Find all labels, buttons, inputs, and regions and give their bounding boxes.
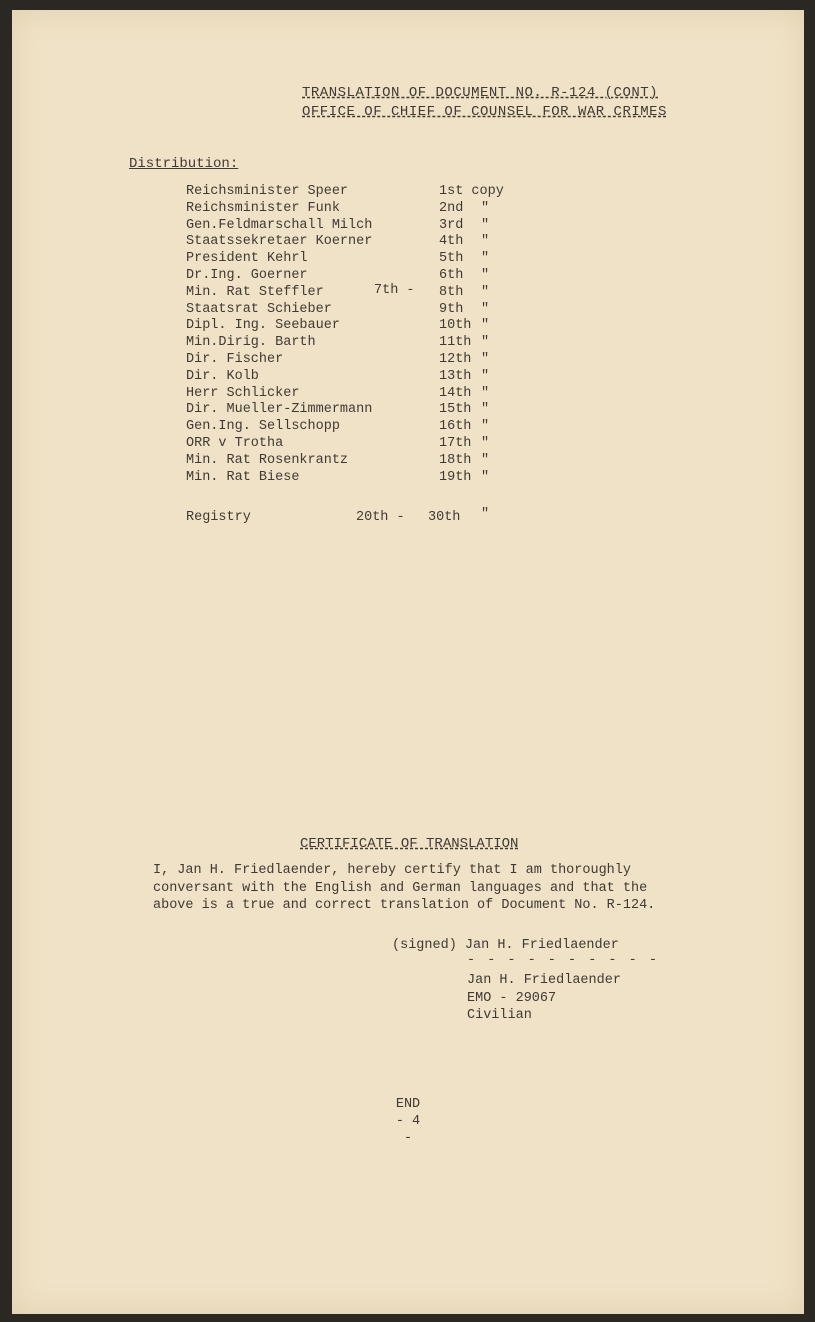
- ditto-mark: ": [481, 435, 490, 451]
- recipient-name: Min. Rat Rosenkrantz: [186, 452, 349, 468]
- document-page: [12, 10, 804, 1314]
- recipient-name: Min. Rat Biese: [186, 469, 300, 485]
- page-footer: [388, 1096, 428, 1147]
- copy-number: 13th: [439, 368, 472, 384]
- copy-number: 3rd: [439, 217, 464, 233]
- page-number: - 4 -: [395, 1114, 421, 1146]
- heading-line-1: TRANSLATION OF DOCUMENT NO. R-124 (CONT): [302, 85, 659, 101]
- ditto-mark: ": [481, 469, 490, 485]
- recipient-name: Dipl. Ing. Seebauer: [186, 318, 340, 334]
- copy-range: 7th -: [374, 282, 415, 298]
- copy-number: 19th: [439, 469, 472, 485]
- recipient-name: Gen.Ing. Sellschopp: [186, 419, 340, 435]
- recipient-name: ORR v Trotha: [186, 435, 284, 451]
- registry-row: [186, 507, 516, 530]
- copy-number: 18th: [439, 452, 472, 468]
- end-marker: END: [395, 1097, 421, 1112]
- recipient-name: Dir. Kolb: [186, 368, 259, 384]
- ditto-mark: ": [481, 351, 490, 367]
- ditto-mark: ": [481, 251, 490, 267]
- ditto-mark: ": [481, 419, 490, 435]
- copy-number: 9th: [439, 301, 464, 317]
- ditto-mark: ": [481, 234, 490, 250]
- copy-number: 16th: [439, 419, 472, 435]
- copy-number: 2nd: [439, 200, 464, 216]
- registry-ditto: ": [481, 507, 490, 522]
- recipient-name: Dir. Mueller-Zimmermann: [186, 402, 373, 418]
- recipient-name: Dir. Fischer: [186, 351, 284, 367]
- recipient-name: Reichsminister Speer: [186, 184, 349, 199]
- recipient-name: Reichsminister Funk: [186, 200, 340, 216]
- ditto-mark: ": [481, 385, 490, 401]
- copy-number: 5th: [439, 251, 464, 267]
- distribution-label: Distribution:: [129, 156, 239, 172]
- ditto-mark: ": [481, 284, 490, 300]
- recipient-name: Herr Schlicker: [186, 385, 300, 401]
- signed-line: (signed) Jan H. Friedlaender: [392, 938, 619, 953]
- ditto-mark: ": [481, 318, 490, 334]
- ditto-mark: ": [481, 335, 490, 351]
- recipient-name: Staatssekretaer Koerner: [186, 234, 373, 250]
- ditto-mark: ": [481, 301, 490, 317]
- signature-block: [467, 972, 621, 1025]
- copy-number: 14th: [439, 385, 472, 401]
- recipient-name: Dr.Ing. Goerner: [186, 267, 308, 283]
- recipient-name: President Kehrl: [186, 251, 308, 267]
- ditto-mark: ": [481, 267, 490, 283]
- registry-from: 20th -: [356, 510, 405, 525]
- copy-number: 15th: [439, 402, 472, 418]
- ditto-mark: ": [481, 452, 490, 468]
- signer-status: Civilian: [467, 1008, 532, 1023]
- copy-number: 10th: [439, 318, 472, 334]
- recipient-name: Staatsrat Schieber: [186, 301, 332, 317]
- registry-name: Registry: [186, 510, 251, 525]
- copy-number: 8th: [439, 284, 464, 300]
- ditto-mark: ": [481, 368, 490, 384]
- copy-number: 1st copy: [439, 184, 504, 199]
- ditto-mark: ": [481, 402, 490, 418]
- ditto-mark: ": [481, 217, 490, 233]
- registry-to: 30th: [428, 510, 461, 525]
- certificate-title: CERTIFICATE OF TRANSLATION: [300, 836, 519, 852]
- signer-id: EMO - 29067: [467, 990, 557, 1006]
- signature-dashes: - - - - - - - - - -: [467, 953, 659, 968]
- copy-number: 17th: [439, 435, 472, 451]
- certificate-body: I, Jan H. Friedlaender, hereby certify that I am thoroughly conversant with the English and German languages and that the above is a true and correct translation of Document No. R-124.: [153, 863, 656, 913]
- copy-number: 4th: [439, 234, 464, 250]
- heading-line-2: OFFICE OF CHIEF OF COUNSEL FOR WAR CRIMES: [302, 104, 667, 120]
- copy-number: 12th: [439, 351, 472, 367]
- ditto-mark: ": [481, 200, 490, 216]
- recipient-name: Min.Dirig. Barth: [186, 335, 316, 351]
- document-heading: [302, 84, 667, 122]
- recipient-name: Min. Rat Steffler: [186, 284, 324, 300]
- signer-name: Jan H. Friedlaender: [467, 973, 621, 988]
- recipient-name: Gen.Feldmarschall Milch: [186, 217, 373, 233]
- copy-number: 6th: [439, 267, 464, 283]
- copy-number: 11th: [439, 335, 472, 351]
